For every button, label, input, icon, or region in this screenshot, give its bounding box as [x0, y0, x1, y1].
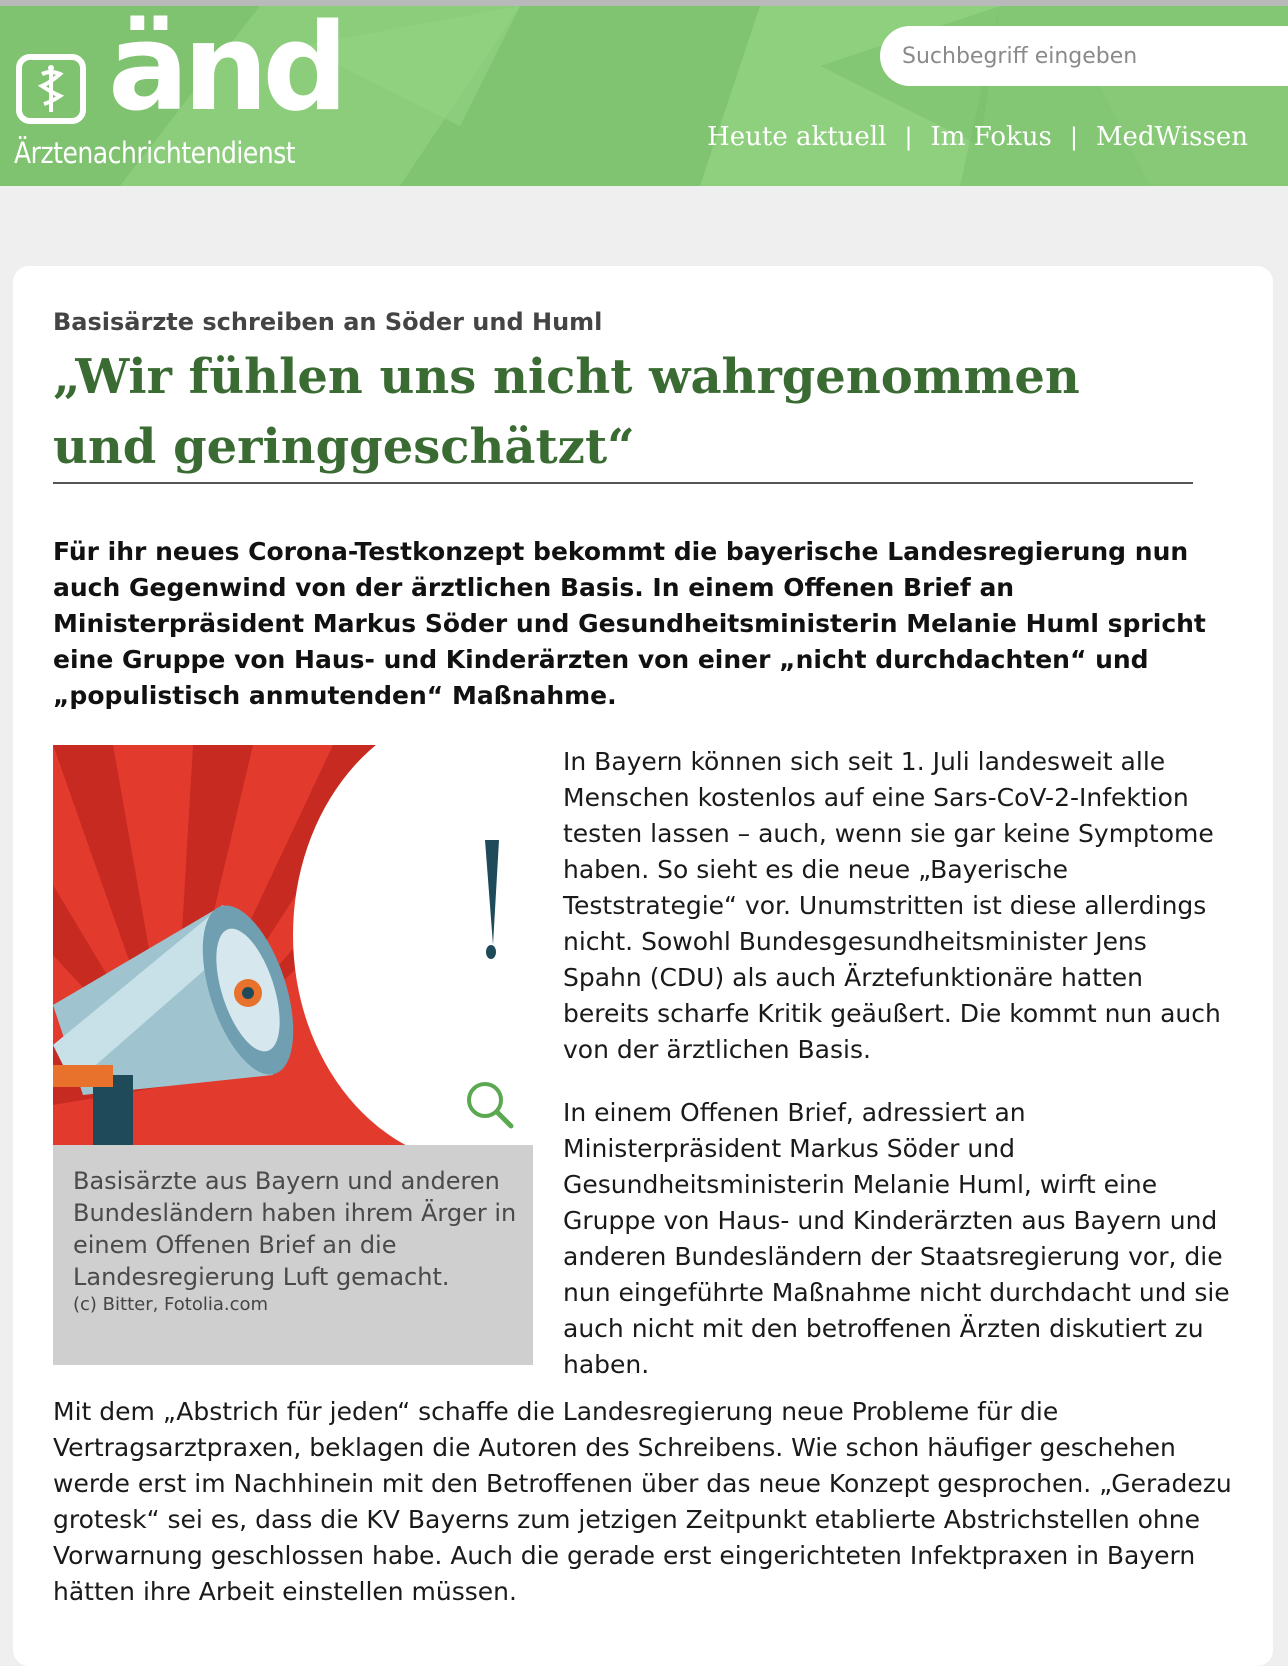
nav-separator: | [904, 123, 913, 151]
image-caption: Basisärzte aus Bayern und anderen Bundesländern haben ihrem Ärger in einem Offenen Brief an die Landesregierung Luft gemacht. [73, 1167, 517, 1291]
article-headline: „Wir fühlen uns nicht wahrgenommen und geringgeschätzt“ [53, 349, 1080, 475]
article-paragraph-2: In einem Offenen Brief, adressiert an Ministerpräsident Markus Söder und Gesundheitsministerin Melanie Huml, wirft eine Gruppe von Haus- und Kinderärzten aus Bayern und anderen Bundesländern der Staatsregierung vor, die nun eingeführte Maßnahme nicht durchdacht und sie auch nicht mit den betroffenen Ärzten diskutiert zu haben. [563, 1098, 1230, 1379]
caduceus-logo-icon [16, 54, 86, 124]
article-paragraph-1: In Bayern können sich seit 1. Juli landesweit alle Menschen kostenlos auf eine Sars-CoV-2-Infektion testen lassen – auch, wenn sie gar keine Symptome haben. So sieht es die neue „Bayerische Teststrategie“ vor. Unumstritten ist diese allerdings nicht. Sowohl Bundesgesundheitsminister Jens Spahn (CDU) als auch Ärztefunktionäre hatten bereits scharfe Kritik geäußert. Die kommt nun auch von der ärztlichen Basis. [563, 747, 1221, 1064]
article-lead: Für ihr neues Corona-Testkonzept bekommt die bayerische Landesregierung nun auch Gegenwind von der ärztlichen Basis. In einem Offenen Brief an Ministerpräsident Markus Söder und Gesundheitsministerin Melanie Huml spricht eine Gruppe von Haus- und Kinderärzten von einer „nicht durchdachten“ und „populistisch anmutenden“ Maßnahme. [53, 537, 1206, 710]
search-input[interactable] [880, 26, 1288, 86]
logo-subtitle: Ärztenachrichtendienst [14, 136, 296, 170]
megaphone-image[interactable] [53, 745, 533, 1145]
site-header [0, 6, 1288, 186]
nav-item-im-fokus[interactable]: Im Fokus [930, 122, 1052, 152]
headline-divider [53, 482, 1193, 484]
article-figure [53, 745, 533, 1365]
image-credit: (c) Bitter, Fotolia.com [73, 1294, 269, 1315]
nav-separator: | [1069, 123, 1078, 151]
article-card [13, 266, 1273, 1666]
article-kicker: Basisärzte schreiben an Söder und Huml [53, 308, 603, 336]
nav-item-heute-aktuell[interactable]: Heute aktuell [707, 122, 887, 152]
nav-item-medwissen[interactable]: MedWissen [1095, 122, 1248, 152]
main-nav [707, 122, 1248, 152]
article-paragraph-3: Mit dem „Abstrich für jeden“ schaffe die Landesregierung neue Probleme für die Vertragsarztpraxen, beklagen die Autoren des Schreibens. Wie schon häufiger geschehen werde erst im Nachhinein mit den Betroffenen über das neue Konzept gesprochen. „Geradezu grotesk“ sei es, dass die KV Bayerns zum jetzigen Zeitpunkt etablierte Abstrichstellen ohne Vorwarnung geschlossen habe. Auch die gerade erst eingerichteten Infektpraxen in Bayern hätten ihre Arbeit einstellen müssen. [53, 1397, 1232, 1606]
logo-wordmark[interactable]: änd [108, 6, 343, 138]
